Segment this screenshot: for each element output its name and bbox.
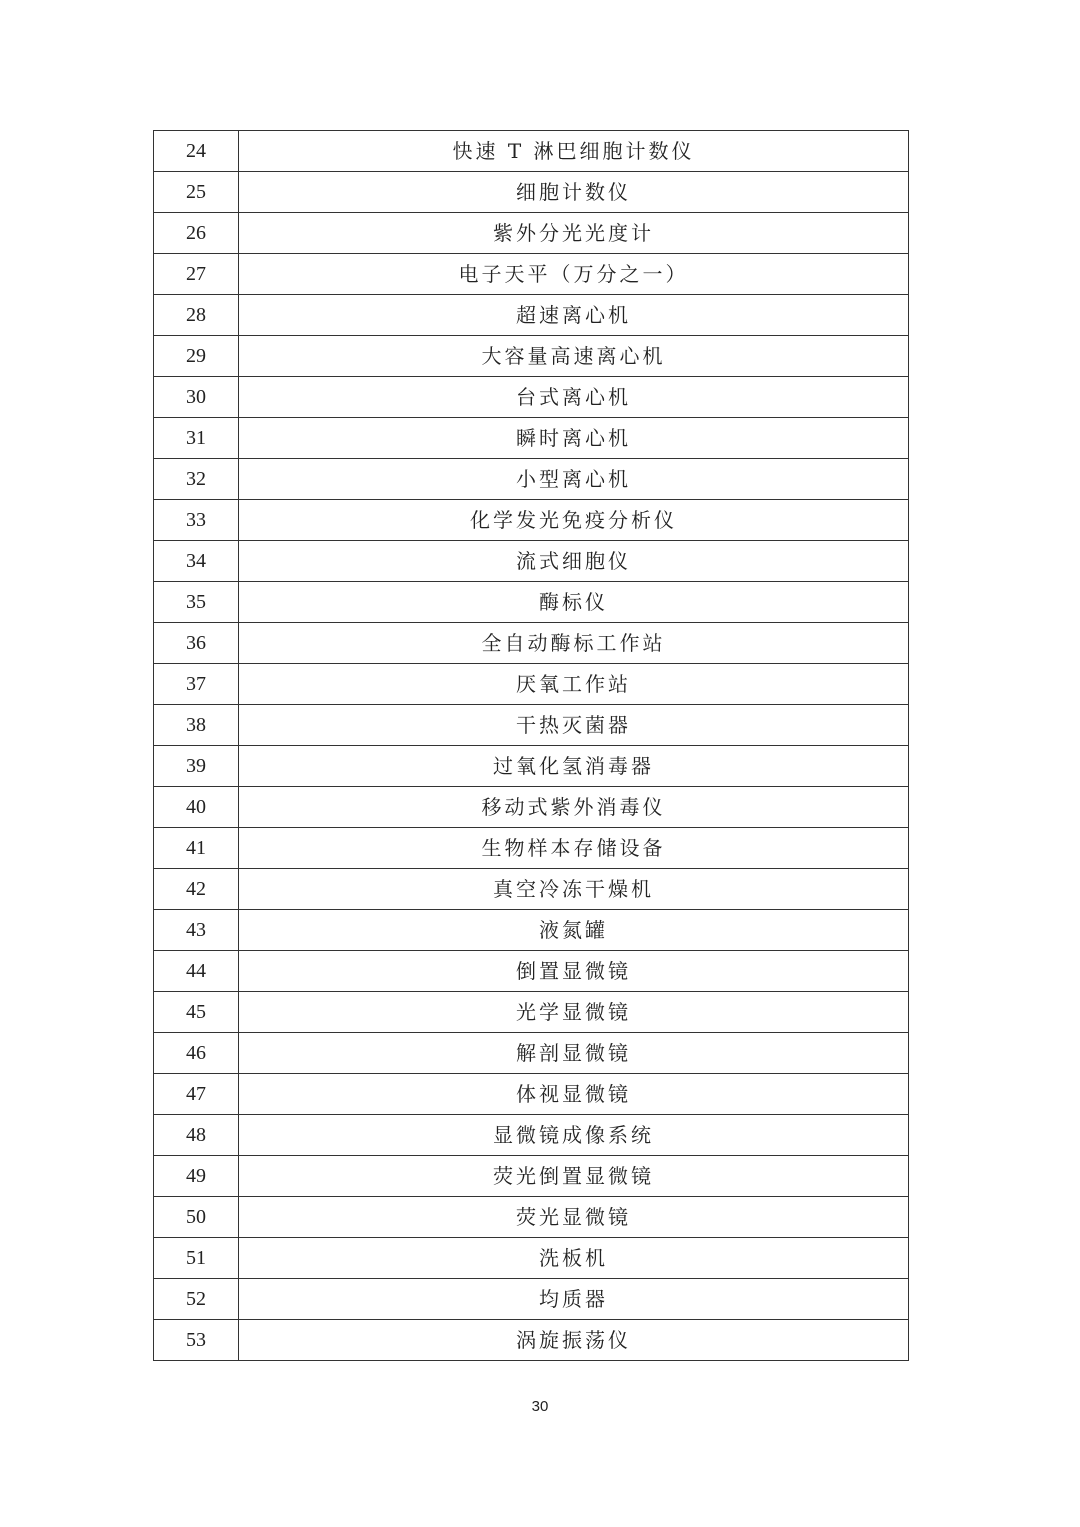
equipment-name-cell: 体视显微镜 <box>239 1074 909 1115</box>
table-row <box>154 1320 909 1361</box>
row-number-cell: 25 <box>154 172 239 213</box>
equipment-name-cell: 真空冷冻干燥机 <box>239 869 909 910</box>
equipment-name-cell: 解剖显微镜 <box>239 1033 909 1074</box>
table-row <box>154 992 909 1033</box>
equipment-name-cell: 液氮罐 <box>239 910 909 951</box>
row-number-cell: 50 <box>154 1197 239 1238</box>
equipment-table-body <box>154 131 909 1361</box>
equipment-name-cell: 过氧化氢消毒器 <box>239 746 909 787</box>
table-row <box>154 131 909 172</box>
row-number-cell: 33 <box>154 500 239 541</box>
table-row <box>154 295 909 336</box>
table-row <box>154 1033 909 1074</box>
row-number-cell: 39 <box>154 746 239 787</box>
table-row <box>154 377 909 418</box>
equipment-name-cell: 台式离心机 <box>239 377 909 418</box>
table-row <box>154 664 909 705</box>
equipment-name-cell: 细胞计数仪 <box>239 172 909 213</box>
table-row <box>154 254 909 295</box>
equipment-name-cell: 流式细胞仪 <box>239 541 909 582</box>
equipment-name-cell: 酶标仪 <box>239 582 909 623</box>
equipment-name-cell: 显微镜成像系统 <box>239 1115 909 1156</box>
row-number-cell: 42 <box>154 869 239 910</box>
table-row <box>154 869 909 910</box>
equipment-name-cell: 厌氧工作站 <box>239 664 909 705</box>
equipment-name-cell: 均质器 <box>239 1279 909 1320</box>
table-row <box>154 459 909 500</box>
row-number-cell: 41 <box>154 828 239 869</box>
row-number-cell: 32 <box>154 459 239 500</box>
row-number-cell: 24 <box>154 131 239 172</box>
equipment-name-cell: 快速 T 淋巴细胞计数仪 <box>239 131 909 172</box>
row-number-cell: 37 <box>154 664 239 705</box>
equipment-name-cell: 紫外分光光度计 <box>239 213 909 254</box>
equipment-name-cell: 干热灭菌器 <box>239 705 909 746</box>
equipment-name-cell: 涡旋振荡仪 <box>239 1320 909 1361</box>
table-row <box>154 787 909 828</box>
table-row <box>154 541 909 582</box>
table-row <box>154 1074 909 1115</box>
row-number-cell: 44 <box>154 951 239 992</box>
table-row <box>154 1279 909 1320</box>
row-number-cell: 35 <box>154 582 239 623</box>
row-number-cell: 28 <box>154 295 239 336</box>
row-number-cell: 29 <box>154 336 239 377</box>
table-row <box>154 336 909 377</box>
table-row <box>154 1197 909 1238</box>
row-number-cell: 40 <box>154 787 239 828</box>
row-number-cell: 36 <box>154 623 239 664</box>
equipment-name-cell: 荧光倒置显微镜 <box>239 1156 909 1197</box>
row-number-cell: 47 <box>154 1074 239 1115</box>
equipment-table <box>153 130 909 1361</box>
equipment-name-cell: 全自动酶标工作站 <box>239 623 909 664</box>
table-row <box>154 705 909 746</box>
table-row <box>154 1156 909 1197</box>
row-number-cell: 30 <box>154 377 239 418</box>
row-number-cell: 27 <box>154 254 239 295</box>
row-number-cell: 51 <box>154 1238 239 1279</box>
table-row <box>154 1238 909 1279</box>
equipment-name-cell: 生物样本存储设备 <box>239 828 909 869</box>
equipment-name-cell: 小型离心机 <box>239 459 909 500</box>
row-number-cell: 31 <box>154 418 239 459</box>
equipment-name-cell: 大容量高速离心机 <box>239 336 909 377</box>
row-number-cell: 49 <box>154 1156 239 1197</box>
row-number-cell: 52 <box>154 1279 239 1320</box>
table-row <box>154 828 909 869</box>
table-row <box>154 500 909 541</box>
equipment-name-cell: 倒置显微镜 <box>239 951 909 992</box>
equipment-name-cell: 荧光显微镜 <box>239 1197 909 1238</box>
equipment-name-cell: 光学显微镜 <box>239 992 909 1033</box>
table-row <box>154 213 909 254</box>
page-number: 30 <box>531 1398 549 1415</box>
equipment-name-cell: 超速离心机 <box>239 295 909 336</box>
table-row <box>154 910 909 951</box>
equipment-name-cell: 洗板机 <box>239 1238 909 1279</box>
row-number-cell: 34 <box>154 541 239 582</box>
equipment-name-cell: 化学发光免疫分析仪 <box>239 500 909 541</box>
row-number-cell: 26 <box>154 213 239 254</box>
table-row <box>154 746 909 787</box>
table-row <box>154 172 909 213</box>
table-row <box>154 418 909 459</box>
equipment-name-cell: 瞬时离心机 <box>239 418 909 459</box>
row-number-cell: 46 <box>154 1033 239 1074</box>
row-number-cell: 48 <box>154 1115 239 1156</box>
row-number-cell: 38 <box>154 705 239 746</box>
equipment-name-cell: 电子天平（万分之一） <box>239 254 909 295</box>
table-row <box>154 623 909 664</box>
row-number-cell: 53 <box>154 1320 239 1361</box>
table-row <box>154 951 909 992</box>
table-row <box>154 582 909 623</box>
equipment-name-cell: 移动式紫外消毒仪 <box>239 787 909 828</box>
row-number-cell: 43 <box>154 910 239 951</box>
row-number-cell: 45 <box>154 992 239 1033</box>
table-row <box>154 1115 909 1156</box>
